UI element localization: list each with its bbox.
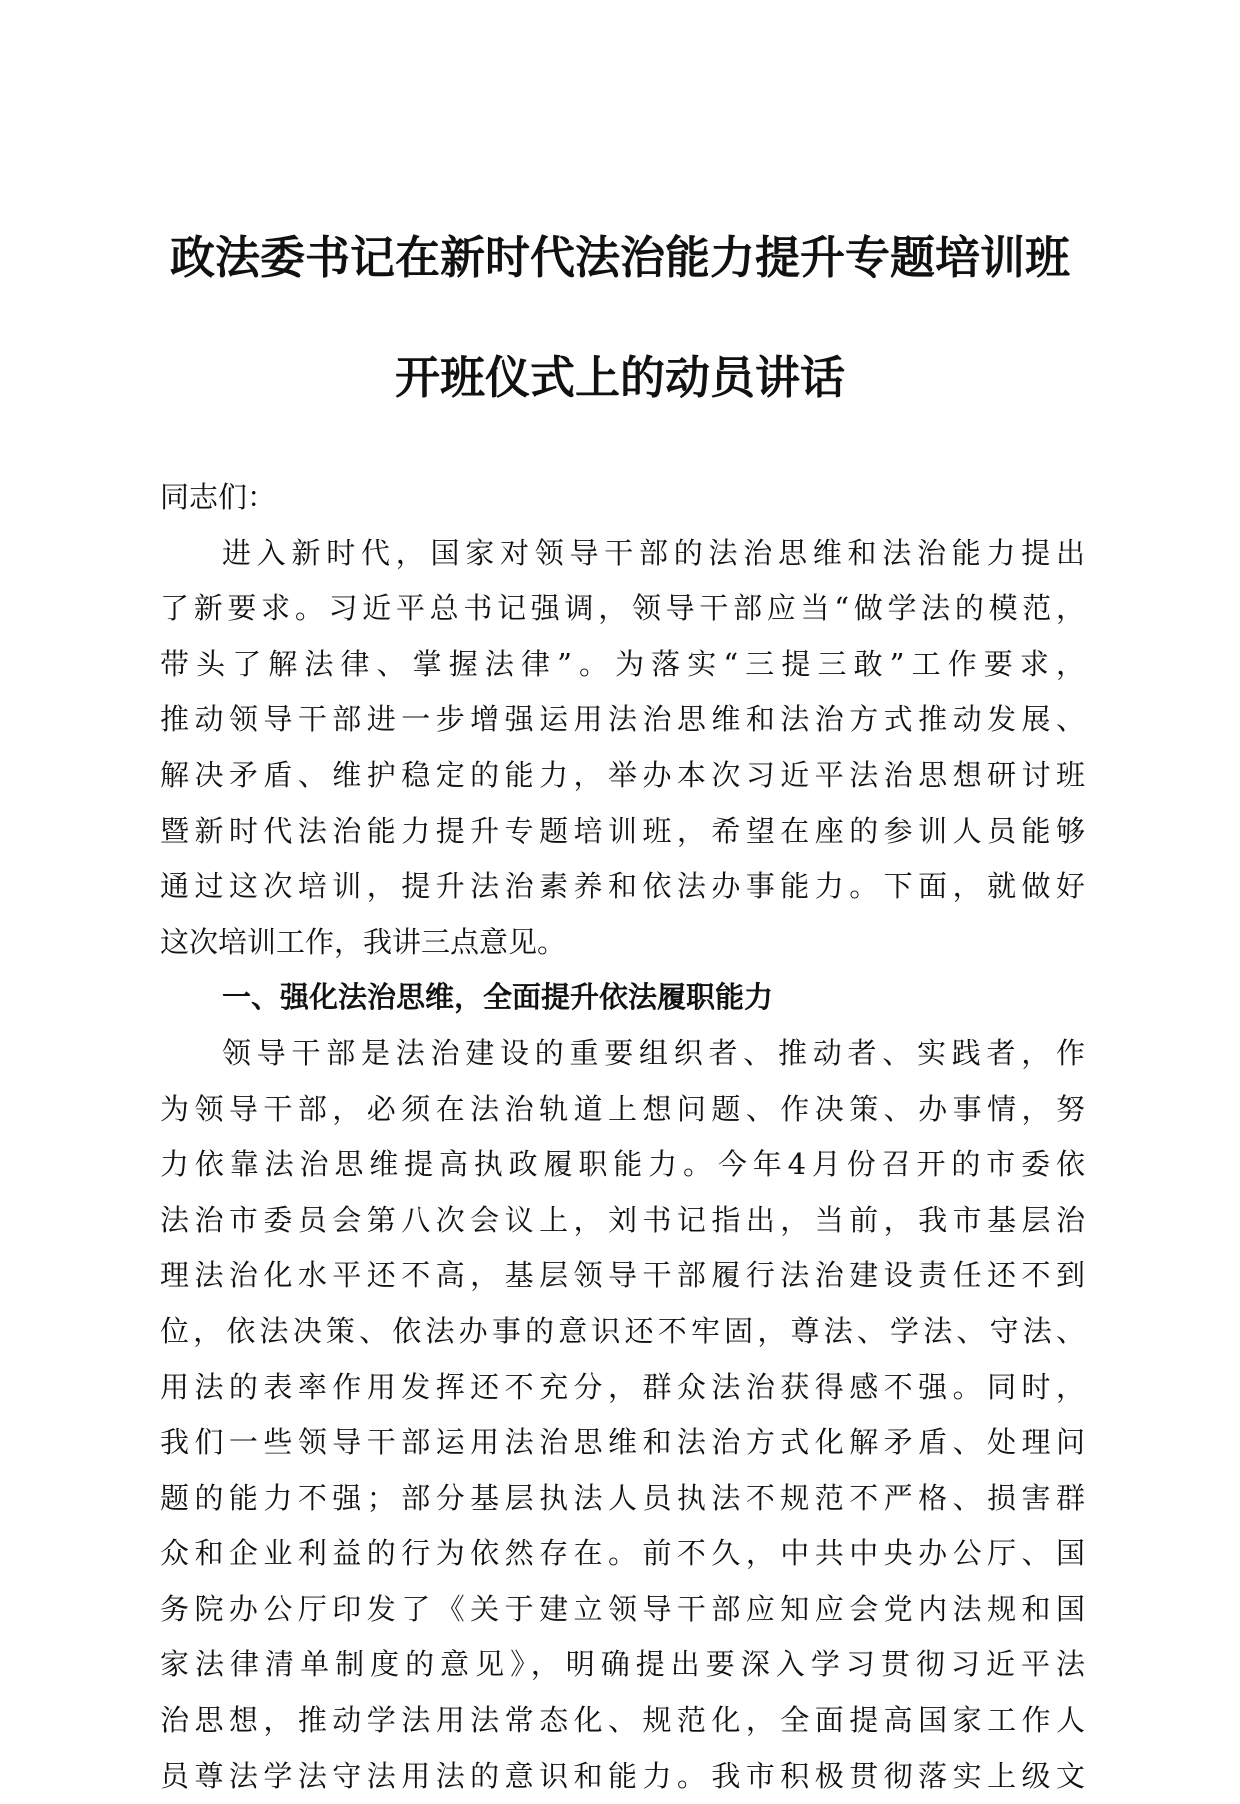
paragraph-line: 领导干部是法治建设的重要组织者、推动者、实践者，作 [222, 1035, 1085, 1070]
paragraph-line: 通过这次培训，提升法治素养和依法办事能力。下面，就做好 [160, 869, 1085, 904]
paragraph-line: 为领导干部，必须在法治轨道上想问题、作决策、办事情，努 [160, 1091, 1085, 1126]
section-heading-1: 一、强化法治思维，全面提升依法履职能力 [222, 980, 774, 1015]
paragraph-line: 解决矛盾、维护稳定的能力，举办本次习近平法治思想研讨班 [160, 757, 1085, 792]
paragraph-line: 众和企业利益的行为依然存在。前不久，中共中央办公厅、国 [160, 1536, 1085, 1571]
paragraph-line: 家法律清单制度的意见》，明确提出要深入学习贯彻习近平法 [160, 1647, 1085, 1682]
paragraph-line: 力依靠法治思维提高执政履职能力。今年4月份召开的市委依 [160, 1147, 1085, 1182]
paragraph-line: 暨新时代法治能力提升专题培训班，希望在座的参训人员能够 [160, 813, 1085, 848]
document-title-line-2: 开班仪式上的动员讲话 [394, 351, 845, 404]
paragraph-line: 这次培训工作，我讲三点意见。 [160, 924, 567, 959]
paragraph-line: 员尊法学法守法用法的意识和能力。我市积极贯彻落实上级文 [160, 1758, 1085, 1793]
document-title-line-1: 政法委书记在新时代法治能力提升专题培训班 [169, 231, 1070, 284]
paragraph-2 [160, 1026, 1085, 1804]
paragraph-line: 务院办公厅印发了《关于建立领导干部应知应会党内法规和国 [160, 1591, 1085, 1626]
paragraph-line: 带头了解法律、掌握法律”。为落实“三提三敢”工作要求， [160, 646, 1085, 681]
paragraph-line: 理法治化水平还不高，基层领导干部履行法治建设责任还不到 [160, 1258, 1085, 1293]
salutation: 同志们： [160, 480, 277, 514]
paragraph-line: 进入新时代，国家对领导干部的法治思维和法治能力提出 [222, 535, 1085, 570]
paragraph-line: 法治市委员会第八次会议上，刘书记指出，当前，我市基层治 [160, 1202, 1085, 1237]
paragraph-line: 我们一些领导干部运用法治思维和法治方式化解矛盾、处理问 [160, 1425, 1085, 1460]
paragraph-line: 了新要求。习近平总书记强调，领导干部应当“做学法的模范， [160, 591, 1085, 626]
paragraph-line: 推动领导干部进一步增强运用法治思维和法治方式推动发展、 [160, 702, 1085, 737]
paragraph-1 [160, 526, 1085, 971]
paragraph-line: 治思想，推动学法用法常态化、规范化，全面提高国家工作人 [160, 1703, 1085, 1738]
paragraph-line: 用法的表率作用发挥还不充分，群众法治获得感不强。同时， [160, 1369, 1085, 1404]
document-body [160, 470, 1085, 1804]
paragraph-line: 题的能力不强；部分基层执法人员执法不规范不严格、损害群 [160, 1480, 1085, 1515]
paragraph-line: 位，依法决策、依法办事的意识还不牢固，尊法、学法、守法、 [160, 1313, 1085, 1348]
